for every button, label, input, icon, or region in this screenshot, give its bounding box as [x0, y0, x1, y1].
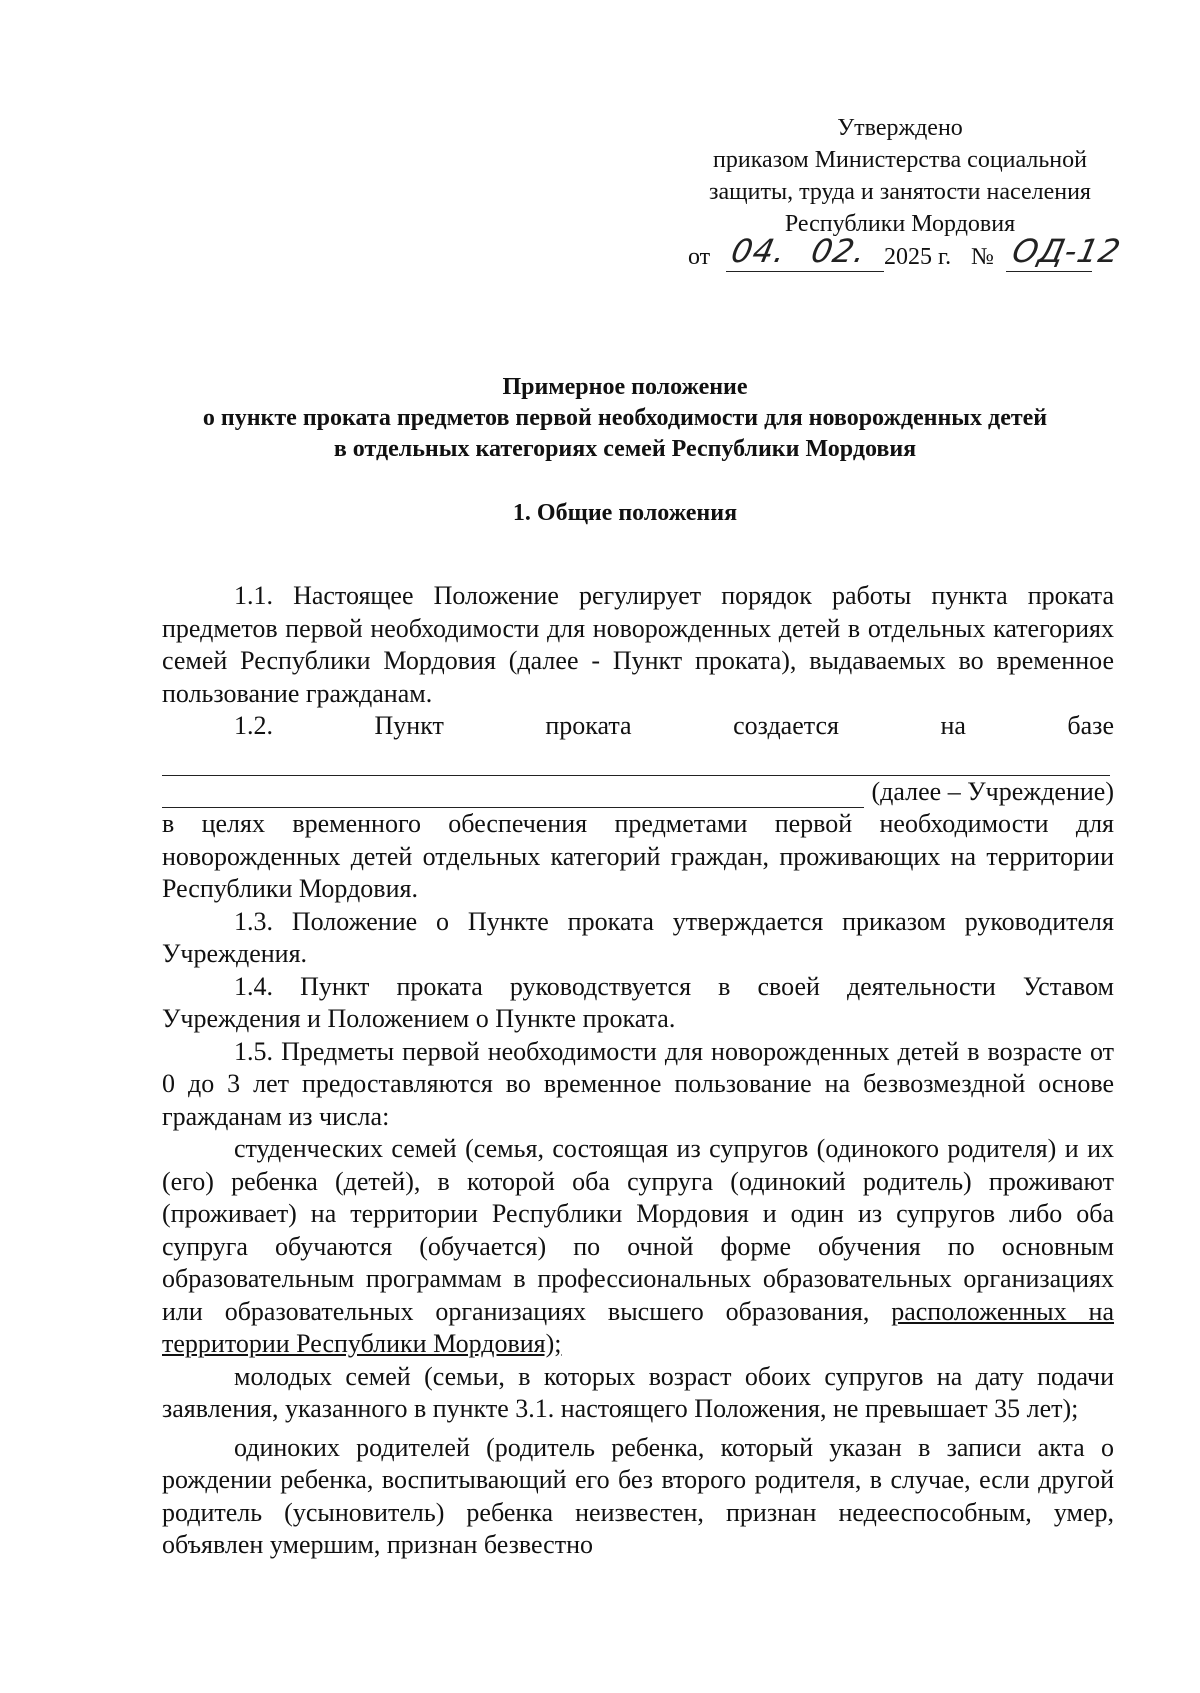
approval-heading: Утверждено [837, 115, 963, 141]
approval-block [690, 112, 1110, 240]
paragraph-1-3: 1.3. Положение о Пункте проката утверждается приказом руководителя Учреждения. [162, 906, 1114, 968]
fill-in-blank-line [162, 743, 1110, 776]
year-text: 2025 г. [884, 244, 952, 270]
title-line: о пункте проката предметов первой необходимости для новорожденных детей [202, 405, 1048, 431]
handwritten-month: 02. [807, 232, 870, 270]
handwritten-day: 04. [727, 232, 790, 270]
approval-line: приказом Министерства социальной [713, 147, 1087, 173]
number-label: № [971, 244, 994, 270]
list-item-student-families [162, 1133, 1114, 1361]
date-underline [726, 271, 884, 272]
document-body [162, 580, 1114, 1562]
document-title [100, 372, 1150, 465]
paragraph-1-1: 1.1. Настоящее Положение регулирует порядок работы пункта проката предметов первой необходимости для новорожденных детей в отдельных категориях семей Республики Мордовия (далее - Пункт проката), выдаваемых во временное пользование гражданам. [162, 581, 1114, 708]
date-prefix: от [688, 244, 711, 270]
section-heading: 1. Общие положения [512, 500, 738, 526]
paragraph-1-4: 1.4. Пункт проката руководствуется в своей деятельности Уставом Учреждения и Положением о Пункте проката. [162, 971, 1114, 1033]
list-item-young-families: молодых семей (семьи, в которых возраст обоих супругов на дату подачи заявления, указанного в пункте 3.1. настоящего Положения, не превышает 35 лет); [162, 1361, 1114, 1423]
student-families-text: студенческих семей (семья, состоящая из супругов (одинокого родителя) и их (его) ребенка (детей), в которой оба супруга (одинокий родитель) проживают (проживает) на территории Республики Мордовия и один из супругов либо оба супруга обучаются (обучается) по очной форме обучения по основным образовательным программам в профессиональных образовательных организациях или образовательных организациях высшего образования, [162, 1134, 1114, 1326]
approval-line: защиты, труда и занятости населения [709, 179, 1091, 205]
title-line: Примерное положение [502, 374, 748, 400]
paragraph-1-2-start: 1.2. Пункт проката создается на базе [234, 711, 1114, 740]
fill-in-blank-row [162, 776, 1114, 809]
approval-line: Республики Мордовия [784, 211, 1016, 237]
number-underline [1006, 271, 1092, 272]
fill-in-blank-line [162, 783, 864, 808]
order-date-line [688, 232, 1125, 278]
paragraph-1-2-continuation: в целях временного обеспечения предметами первой необходимости для новорожденных детей отдельных категорий граждан, проживающих на территории Республики Мордовия. [162, 809, 1114, 903]
dalee-uchrezhdenie: (далее – Учреждение) [871, 776, 1114, 806]
handwritten-order-number: ОД-12 [1008, 232, 1125, 270]
paragraph-1-5: 1.5. Предметы первой необходимости для новорожденных детей в возрасте от 0 до 3 лет предоставляются во временное пользование на безвозмездной основе гражданам из числа: [162, 1036, 1114, 1131]
list-item-single-parents: одиноких родителей (родитель ребенка, который указан в записи акта о рождении ребенка, воспитывающий его без второго родителя, в случае, если другой родитель (усыновитель) ребенка неизвестен, признан недееспособным, умер, объявлен умершим, признан безвестно [162, 1432, 1114, 1559]
title-line: в отдельных категориях семей Республики Мордовия [333, 436, 917, 462]
underlined-text: расположенных на территории Республики Мордовия); [162, 1296, 1115, 1358]
